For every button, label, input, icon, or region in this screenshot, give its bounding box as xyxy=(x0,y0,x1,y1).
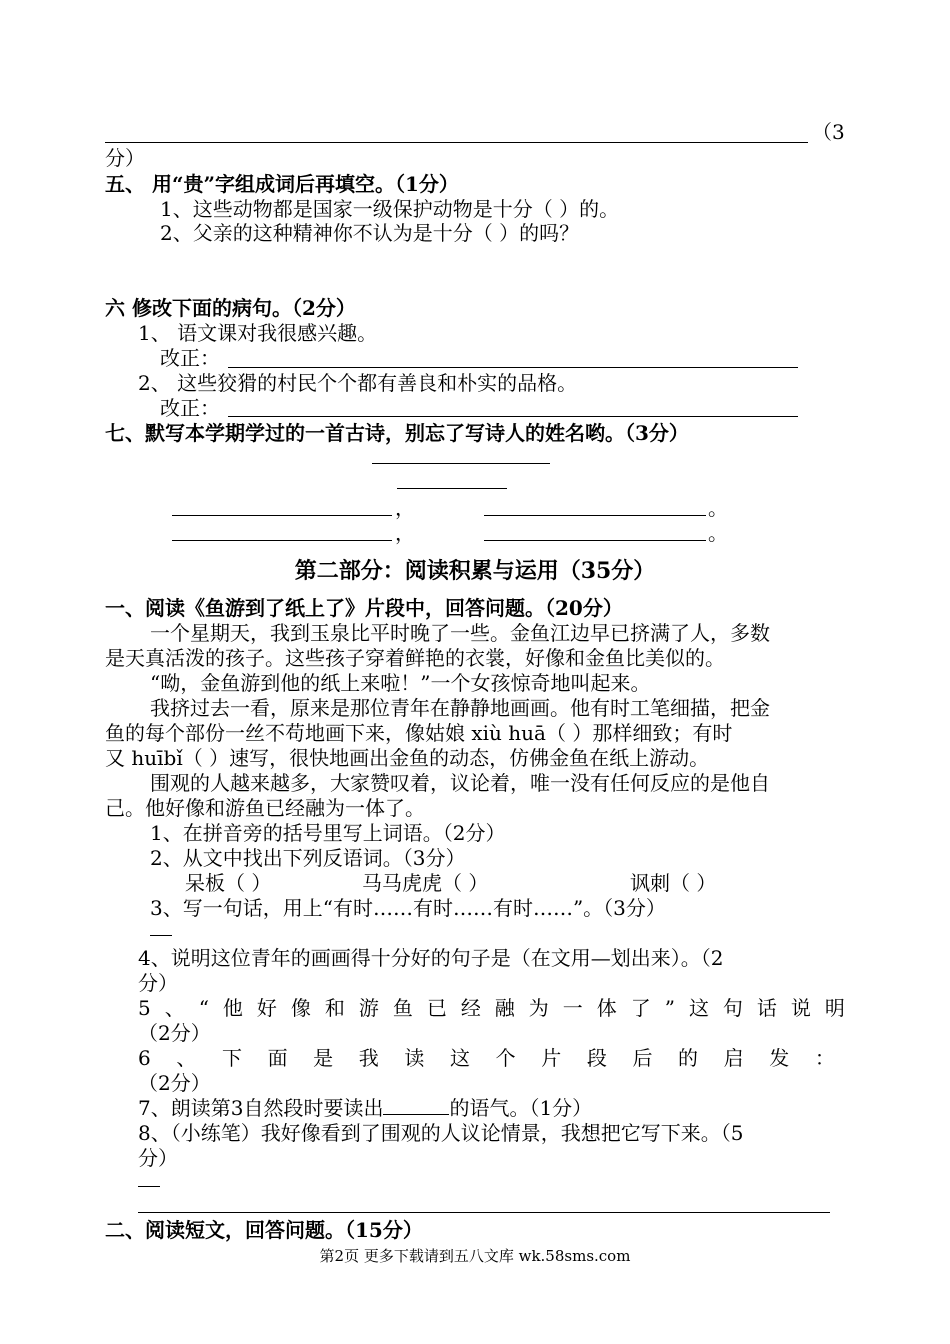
answer-line xyxy=(105,142,808,143)
correction-line xyxy=(228,367,798,368)
passage-line: 我挤过去一看，原来是那位青年在静静地画画。他有时工笔细描，把金 xyxy=(150,696,770,720)
poet-name-line xyxy=(397,488,507,489)
reading-2-title: 二、阅读短文，回答问题。（15分） xyxy=(105,1218,423,1242)
question-5-title: 五、 用“贵”字组成词后再填空。（1分） xyxy=(105,172,459,196)
passage-line: 一个星期天，我到玉泉比平时晚了一些。金鱼江边早已挤满了人，多数 xyxy=(150,621,770,645)
fill-blank xyxy=(383,1096,449,1115)
period: 。 xyxy=(708,521,728,545)
passage-line: 围观的人越来越多，大家赞叹着，议论着，唯一没有任何反应的是他自 xyxy=(150,771,770,795)
question-5-item-1: 1、这些动物都是国家一级保护动物是十分（ ）的。 xyxy=(160,197,620,221)
poem-line xyxy=(172,540,392,541)
question-6-title: 六 修改下面的病句。（2分） xyxy=(105,296,356,320)
correction-label: 改正： xyxy=(160,346,220,370)
reading-question-4: 4、说明这位青年的画画得十分好的句子是（在文用—划出来）。（2 xyxy=(138,946,724,970)
reading-question-8-cont: 分） xyxy=(138,1146,178,1170)
reading-question-7: 7、朗读第3自然段时要读出 的语气。（1分） xyxy=(138,1096,593,1120)
question-7-title: 七、默写本学期学过的一首古诗，别忘了写诗人的姓名哟。（3分） xyxy=(105,421,689,445)
poem-title-line xyxy=(372,463,550,464)
page-footer: 第2页 更多下载请到五八文库 wk.58sms.com xyxy=(319,1247,631,1265)
answer-stub-line xyxy=(138,1186,160,1187)
passage-line: “呦，金鱼游到他的纸上来啦！”一个女孩惊奇地叫起来。 xyxy=(150,671,651,695)
reading-question-2: 2、从文中找出下列反语词。（3分） xyxy=(150,846,466,870)
antonym-item: 呆板（ ） xyxy=(185,871,272,895)
passage-line: 鱼的每个部份一丝不苟地画下来，像姑娘 xiù huā（ ）那样细致；有时 xyxy=(105,721,733,745)
question-6-item-2: 2、 这些狡猾的村民个个都有善良和朴实的品格。 xyxy=(138,371,578,395)
passage-line: 是天真活泼的孩子。这些孩子穿着鲜艳的衣裳，好像和金鱼比美似的。 xyxy=(105,646,725,670)
poem-line xyxy=(484,540,706,541)
correction-line xyxy=(228,416,798,417)
comma: ， xyxy=(395,521,415,545)
correction-label: 改正： xyxy=(160,396,220,420)
part-2-title: 第二部分：阅读积累与运用（35分） xyxy=(294,558,656,584)
antonym-item: 讽刺（ ） xyxy=(630,871,717,895)
reading-question-8: 8、（小练笔）我好像看到了围观的人议论情景，我想把它写下来。（5 xyxy=(138,1121,744,1145)
reading-question-1: 1、在拼音旁的括号里写上词语。（2分） xyxy=(150,821,506,845)
passage-line: 己。他好像和游鱼已经融为一体了。 xyxy=(105,796,425,820)
reading-question-6: 6 、 下 面 是 我 读 这 个 片 段 后 的 启 发 ： xyxy=(138,1046,835,1070)
reading-question-5: 5 、 “ 他 好 像 和 游 鱼 已 经 融 为 一 体 了 ” 这 句 话 说 明 xyxy=(138,996,845,1020)
antonym-item: 马马虎虎（ ） xyxy=(362,871,489,895)
poem-line xyxy=(172,515,392,516)
poem-line xyxy=(484,515,706,516)
answer-line xyxy=(138,1212,830,1213)
reading-question-4-cont: 分） xyxy=(138,971,178,995)
reading-1-title: 一、阅读《鱼游到了纸上了》片段中，回答问题。（20分） xyxy=(105,596,623,620)
score-label: （3 xyxy=(812,120,845,144)
answer-stub-line xyxy=(150,935,172,936)
comma: ， xyxy=(395,496,415,520)
reading-question-3: 3、写一句话，用上“有时……有时……有时……”。（3分） xyxy=(150,896,666,920)
question-5-item-2: 2、父亲的这种精神你不认为是十分（ ）的吗？ xyxy=(160,221,580,245)
period: 。 xyxy=(708,496,728,520)
question-6-item-1: 1、 语文课对我很感兴趣。 xyxy=(138,321,378,345)
passage-line: 又 huībǐ（ ）速写，很快地画出金鱼的动态，仿佛金鱼在纸上游动。 xyxy=(105,746,710,770)
reading-question-5-cont: （2分） xyxy=(138,1021,211,1045)
reading-question-6-cont: （2分） xyxy=(138,1071,211,1095)
score-label: 分） xyxy=(105,146,145,170)
